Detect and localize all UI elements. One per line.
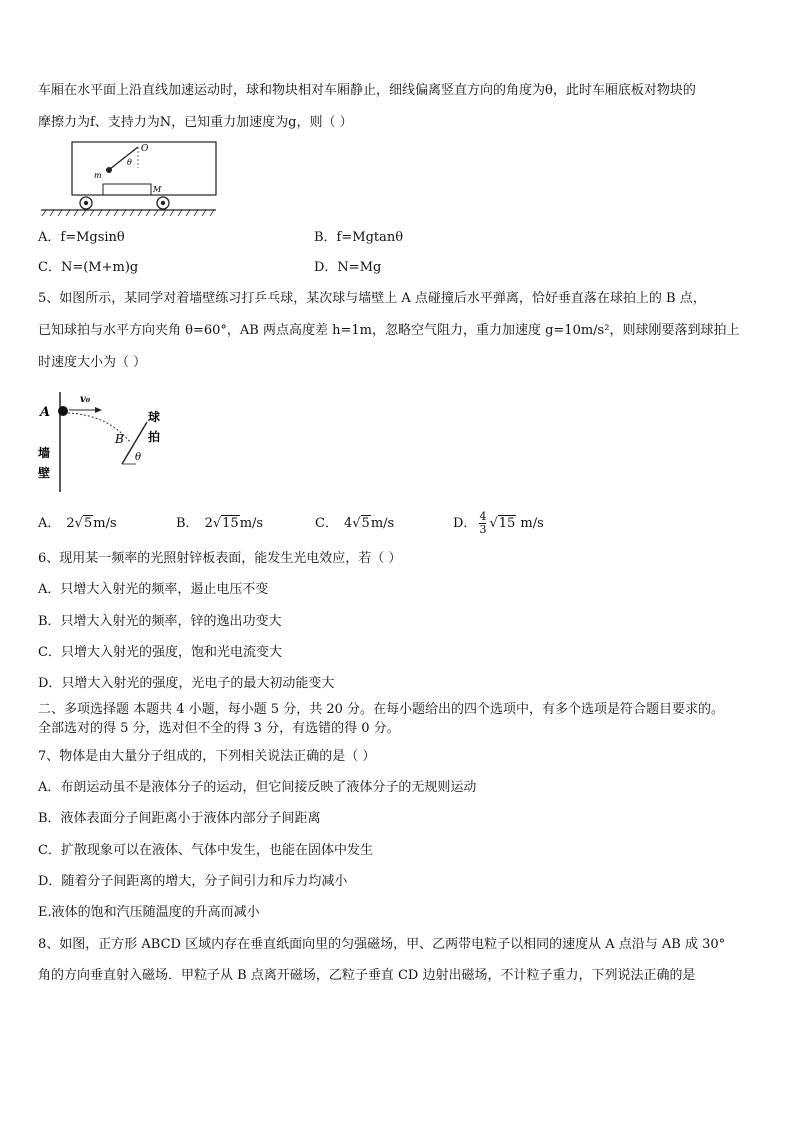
q6-option-d: D．只增大入射光的强度，光电子的最大初动能变大 bbox=[38, 676, 335, 691]
q5-option-b: B． 2√15m/s bbox=[176, 516, 264, 531]
label-M: M bbox=[153, 185, 162, 194]
q5-option-a-radicand: 5 bbox=[83, 516, 93, 531]
q6-option-a: A．只增大入射光的频率，遏止电压不变 bbox=[38, 582, 269, 597]
q5-pingpong-figure bbox=[36, 388, 176, 498]
q5-option-a: A． 2√5m/s bbox=[38, 516, 117, 531]
q7-stem: 7、物体是由大量分子组成的，下列相关说法正确的是（ ） bbox=[38, 749, 376, 764]
q4-carriage-figure bbox=[38, 138, 228, 218]
q5-option-b-unit: m/s bbox=[239, 516, 264, 531]
q5-option-d-denominator: 3 bbox=[479, 523, 487, 536]
q6-stem: 6、现用某一频率的光照射锌板表面，能发生光电效应，若（ ） bbox=[38, 551, 402, 566]
label-a: A bbox=[40, 405, 51, 420]
q7-option-a: A．布朗运动虽不是液体分子的运动，但它间接反映了液体分子的无规则运动 bbox=[38, 780, 477, 795]
label-theta: θ bbox=[135, 452, 142, 463]
q4-stem-line1: 车厢在水平面上沿直线加速运动时，球和物块相对车厢静止，细线偏离竖直方向的角度为θ，此时车厢底板对物块的 bbox=[38, 83, 696, 98]
ball bbox=[106, 167, 112, 173]
velocity-arrow-head bbox=[95, 407, 102, 413]
q5-option-d: D． $\frac{4}{3}$ √15 m/s bbox=[453, 510, 544, 536]
label-wall-2: 壁 bbox=[38, 466, 51, 480]
ball-at-a bbox=[58, 406, 68, 416]
q7-option-e: E.液体的饱和汽压随温度的升高而减小 bbox=[38, 905, 260, 920]
q5-option-d-unit: m/s bbox=[516, 516, 544, 531]
q5-option-c-label: C． bbox=[315, 516, 338, 531]
q5-option-b-label: B． bbox=[176, 516, 199, 531]
label-o: O bbox=[141, 144, 149, 154]
q5-option-d-radicand: 15 bbox=[498, 516, 516, 531]
q4-option-b: B．f=Mgtanθ bbox=[314, 230, 404, 245]
label-racket-1: 球 bbox=[148, 410, 161, 424]
label-b: B bbox=[115, 432, 124, 446]
q5-option-c: C． 4√5m/s bbox=[315, 516, 395, 531]
q5-option-a-unit: m/s bbox=[93, 516, 117, 531]
label-theta: θ bbox=[127, 158, 132, 167]
q5-option-a-coef: 2 bbox=[66, 516, 75, 531]
section2-line1: 二、多项选择题 本题共 4 小题，每小题 5 分，共 20 分。在每小题给出的四个选项中，有多个选项是符合题目要求的。 bbox=[38, 702, 725, 717]
q7-option-c: C．扩散现象可以在液体、气体中发生，也能在固体中发生 bbox=[38, 843, 373, 858]
q8-stem-line1: 8、如图，正方形 ABCD 区域内存在垂直纸面向里的匀强磁场，甲、乙两带电粒子以相同的速度从 A 点沿与 AB 成 30° bbox=[38, 937, 726, 952]
q5-option-d-fraction bbox=[479, 511, 486, 536]
label-wall-1: 墙 bbox=[38, 446, 51, 460]
q4-option-c: C．N=(M+m)g bbox=[38, 260, 139, 275]
string-line bbox=[110, 147, 138, 169]
section2-line2: 全部选对的得 5 分，选对但不全的得 3 分，有选错的得 0 分。 bbox=[38, 721, 400, 736]
q6-option-b: B．只增大入射光的频率，锌的逸出功变大 bbox=[38, 614, 282, 629]
label-v0: v₀ bbox=[80, 394, 91, 405]
label-racket-2: 拍 bbox=[148, 430, 161, 444]
q5-option-c-radicand: 5 bbox=[361, 516, 370, 531]
q5-option-d-label: D． bbox=[453, 516, 477, 531]
q6-option-c: C．只增大入射光的强度，饱和光电流变大 bbox=[38, 645, 282, 660]
label-m: m bbox=[94, 171, 102, 180]
q7-option-d: D．随着分子间距离的增大，分子间引力和斥力均减小 bbox=[38, 874, 348, 889]
q5-option-b-radicand: 15 bbox=[222, 516, 239, 531]
ground-hatching bbox=[42, 210, 214, 216]
q5-option-c-coef: 4 bbox=[343, 516, 353, 531]
q4-stem-line2: 摩擦力为f、支持力为N，已知重力加速度为g，则（ ） bbox=[38, 115, 353, 130]
q8-stem-line2: 角的方向垂直射入磁场．甲粒子从 B 点离开磁场，乙粒子垂直 CD 边射出磁场，不计粒子重力，下列说法正确的是 bbox=[38, 968, 696, 983]
q5-option-a-label: A． bbox=[38, 516, 61, 531]
wheel-right-hub bbox=[161, 201, 165, 205]
q5-option-d-numerator: 4 bbox=[479, 510, 487, 523]
block bbox=[103, 184, 151, 195]
q5-option-c-unit: m/s bbox=[370, 516, 395, 531]
q5-stem-line1: 5、如图所示，某同学对着墙壁练习打乒乓球，某次球与墙壁上 A 点碰撞后水平弹离，恰好垂直落在球拍上的 B 点， bbox=[38, 291, 706, 306]
q5-stem-line3: 时速度大小为（ ） bbox=[38, 355, 147, 370]
q5-option-b-coef: 2 bbox=[204, 516, 213, 531]
wheel-left-hub bbox=[84, 201, 88, 205]
q7-option-b: B．液体表面分子间距离小于液体内部分子间距离 bbox=[38, 811, 321, 826]
q4-option-d: D．N=Mg bbox=[314, 260, 382, 275]
q5-stem-line2: 已知球拍与水平方向夹角 θ=60°，AB 两点高度差 h=1m，忽略空气阻力，重力加速度 g=10m/s²，则球刚要落到球拍上 bbox=[38, 323, 740, 338]
q4-option-a: A．f=Mgsinθ bbox=[38, 230, 125, 245]
